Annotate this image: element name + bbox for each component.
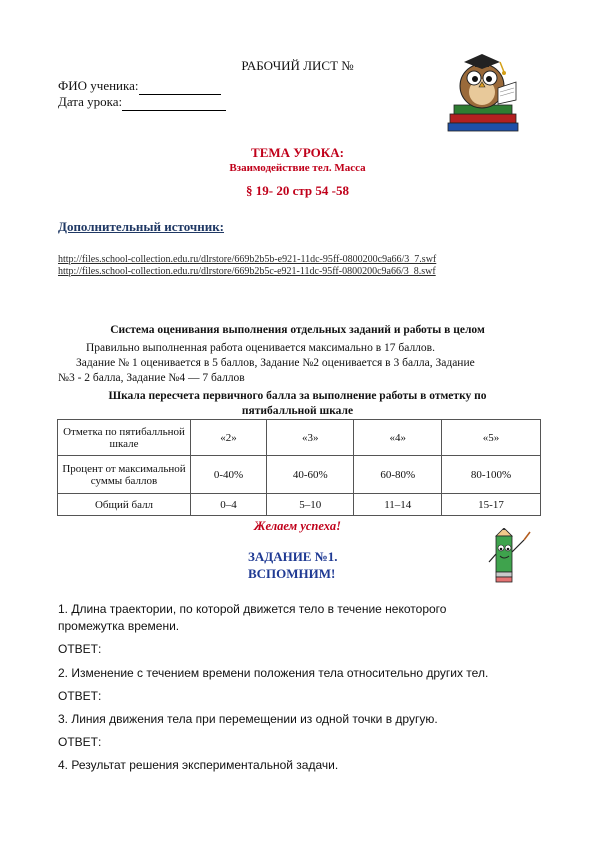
task-title: ЗАДАНИЕ №1. — [248, 549, 338, 564]
table-row — [58, 420, 541, 456]
scale-heading — [0, 389, 595, 419]
table-cell: Общий балл — [58, 494, 191, 516]
pencil-character-icon — [486, 528, 532, 584]
table-cell: Процент от максимальной суммы баллов — [58, 456, 191, 494]
evaluation-text-line1: Правильно выполненная работа оценивается максимально в 17 баллов. — [86, 342, 435, 354]
answer-1-label: ОТВЕТ: — [58, 642, 102, 656]
table-cell: «2» — [191, 420, 267, 456]
topic-heading: ТЕМА УРОКА: — [251, 145, 344, 160]
extra-source-link-2[interactable]: http://files.school-collection.edu.ru/dlrstore/669b2b5c-e921-11dc-95ff-0800200c9a66/3_8.swf — [58, 266, 436, 277]
evaluation-heading: Система оценивания выполнения отдельных заданий и работы в целом — [110, 324, 485, 336]
question-1-line1: 1. Длина траектории, по которой движется тело в течение некоторого — [58, 602, 447, 616]
student-name-field — [58, 78, 221, 95]
table-cell: «4» — [354, 420, 442, 456]
extra-source-link-1[interactable]: http://files.school-collection.edu.ru/dlrstore/669b2b5b-e921-11dc-95ff-0800200c9a66/3_7.swf — [58, 254, 437, 265]
table-cell: 60-80% — [354, 456, 442, 494]
table-cell: «3» — [266, 420, 354, 456]
evaluation-text-line3: №3 - 2 балла, Задание №4 — 7 баллов — [58, 372, 245, 384]
answer-3-label: ОТВЕТ: — [58, 735, 102, 749]
lesson-date-blank[interactable] — [122, 94, 226, 111]
student-name-blank[interactable] — [139, 78, 221, 95]
good-luck-text: Желаем успеха! — [254, 519, 341, 533]
table-cell: 0-40% — [191, 456, 267, 494]
topic-subtitle: Взаимодействие тел. Масса — [229, 162, 366, 174]
lesson-date-label: Дата урока: — [58, 94, 123, 109]
table-row — [58, 494, 541, 516]
table-cell: 40-60% — [266, 456, 354, 494]
table-cell: 15-17 — [441, 494, 540, 516]
student-name-label: ФИО ученика: — [58, 78, 139, 93]
scale-heading-line1: Шкала пересчета первичного балла за выполнение работы в отметку по — [108, 390, 487, 402]
worksheet-title: РАБОЧИЙ ЛИСТ № — [241, 58, 354, 73]
table-cell: Отметка по пятибалльной шкале — [58, 420, 191, 456]
owl-with-books-icon — [442, 48, 524, 136]
task-subtitle: ВСПОМНИМ! — [248, 566, 336, 581]
extra-source-heading: Дополнительный источник: — [58, 219, 225, 234]
answer-2-label: ОТВЕТ: — [58, 689, 102, 703]
question-2: 2. Изменение с течением времени положения тела относительно других тел. — [58, 666, 489, 680]
grade-scale-table — [57, 419, 541, 516]
table-cell: 11–14 — [354, 494, 442, 516]
task-heading — [248, 548, 338, 582]
scale-heading-line2: пятибалльной шкале — [241, 405, 354, 417]
table-cell: 0–4 — [191, 494, 267, 516]
table-cell: 80-100% — [441, 456, 540, 494]
evaluation-text-line2: Задание № 1 оценивается в 5 баллов, Задание №2 оценивается в 3 балла, Задание — [76, 357, 475, 369]
question-3: 3. Линия движения тела при перемещении из одной точки в другую. — [58, 712, 438, 726]
table-cell: «5» — [441, 420, 540, 456]
question-1 — [58, 601, 446, 635]
question-4: 4. Результат решения экспериментальной задачи. — [58, 758, 339, 772]
textbook-reference: § 19- 20 стр 54 -58 — [246, 183, 349, 198]
table-cell: 5–10 — [266, 494, 354, 516]
question-1-line2: промежутка времени. — [58, 619, 180, 633]
lesson-date-field — [58, 94, 226, 111]
table-row — [58, 456, 541, 494]
